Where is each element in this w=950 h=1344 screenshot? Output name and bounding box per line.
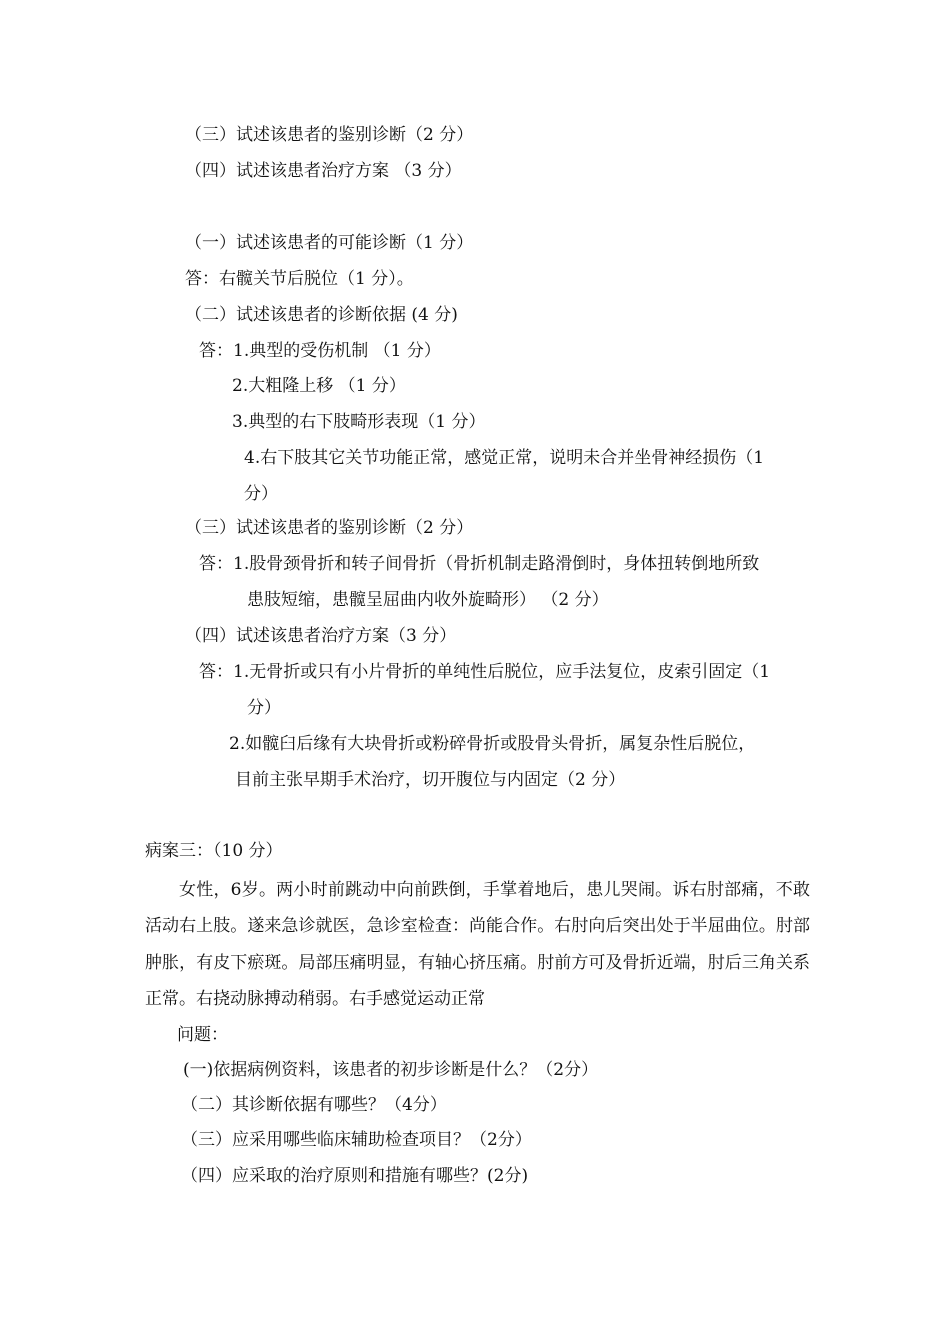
answer-1-text: 答：右髋关节后脱位（1 分）。 [185, 269, 414, 289]
case-3-question-1: (一)依据病例资料，该患者的初步诊断是什么？（2分） [183, 1060, 599, 1080]
case-3-description: 女性，6岁。两小时前跳动中向前跌倒，手掌着地后，患儿哭闹。诉右肘部痛，不敢活动右上肢。遂来急诊就医，急诊室检查：尚能合作。右肘向后突出处于半屈曲位。肘部肿胀，有皮下瘀斑。局部压痛明显，有轴心挤压痛。肘前方可及骨折近端，肘后三角关系正常。右挠动脉搏动稍弱。右手感觉运动正常 [145, 880, 810, 1010]
answer-1-heading: （一）试述该患者的可能诊断（1 分） [185, 233, 474, 253]
answer-3-item-1-line-1: 答：1.股骨颈骨折和转子间骨折（骨折机制走路滑倒时，身体扭转倒地所致 [199, 554, 760, 574]
case-3-title: 病案三：（10 分） [145, 841, 283, 861]
answer-2-item-4-line-2: 分） [244, 484, 278, 504]
question-4-heading: （四）试述该患者治疗方案 （3 分） [185, 161, 462, 181]
answer-4-item-2-line-2: 目前主张早期手术治疗，切开腹位与内固定（2 分） [235, 770, 626, 790]
question-3-heading: （三）试述该患者的鉴别诊断（2 分） [185, 125, 474, 145]
answer-4-heading: （四）试述该患者治疗方案（3 分） [185, 626, 457, 646]
case-3-question-4: （四）应采取的治疗原则和措施有哪些？(2分) [181, 1166, 529, 1186]
answer-2-heading: （二）试述该患者的诊断依据 (4 分) [185, 305, 458, 325]
answer-3-item-1-line-2: 患肢短缩，患髋呈屈曲内收外旋畸形） （2 分） [247, 590, 609, 610]
answer-4-item-1-line-1: 答：1.无骨折或只有小片骨折的单纯性后脱位，应手法复位，皮索引固定（1 [199, 662, 771, 682]
answer-2-item-2: 2.大粗隆上移 （1 分） [232, 376, 406, 396]
case-3-questions-label: 问题： [177, 1025, 228, 1045]
case-3-question-2: （二）其诊断依据有哪些？（4分） [181, 1095, 447, 1115]
answer-4-item-2-line-1: 2.如髋臼后缘有大块骨折或粉碎骨折或股骨头骨折，属复杂性后脱位， [229, 734, 756, 754]
answer-4-item-1-line-2: 分） [247, 698, 281, 718]
answer-3-heading: （三）试述该患者的鉴别诊断（2 分） [185, 518, 474, 538]
answer-2-item-3: 3.典型的右下肢畸形表现（1 分） [232, 412, 486, 432]
answer-2-item-4-line-1: 4.右下肢其它关节功能正常，感觉正常，说明未合并坐骨神经损伤（1 [244, 448, 765, 468]
answer-2-item-1: 答：1.典型的受伤机制 （1 分） [199, 341, 441, 361]
case-3-question-3: （三）应采用哪些临床辅助检查项目？（2分） [181, 1130, 532, 1150]
